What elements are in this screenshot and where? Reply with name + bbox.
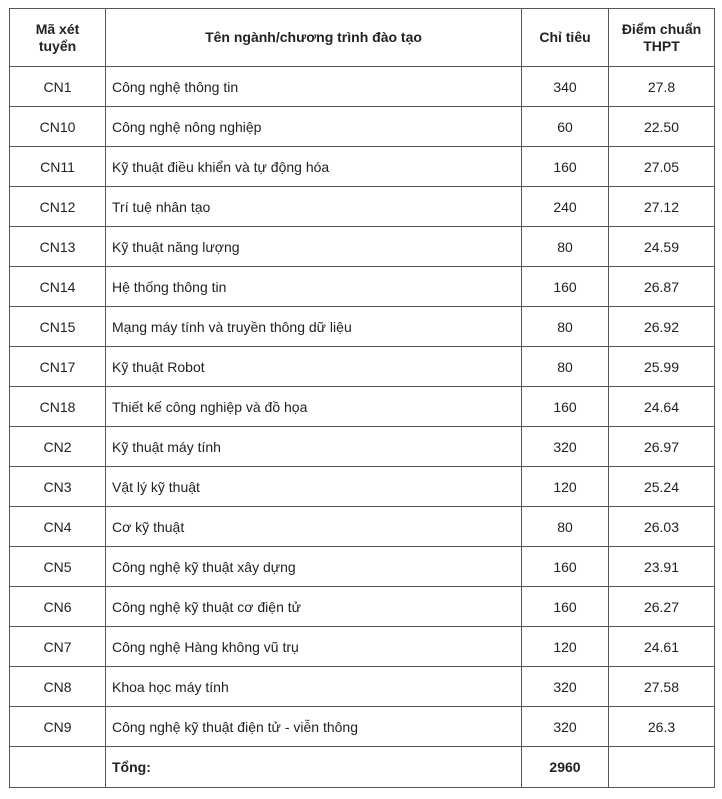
program-score: 27.58: [609, 667, 715, 707]
program-name: Trí tuệ nhân tạo: [106, 187, 522, 227]
program-quota: 160: [522, 547, 609, 587]
program-code: CN13: [10, 227, 106, 267]
program-name: Thiết kế công nghiệp và đồ họa: [106, 387, 522, 427]
total-label: Tổng:: [106, 747, 522, 788]
program-score: 27.12: [609, 187, 715, 227]
table-footer: [10, 747, 715, 788]
program-score: 24.64: [609, 387, 715, 427]
program-score: 25.99: [609, 347, 715, 387]
table-row: [10, 507, 715, 547]
program-name: Công nghệ thông tin: [106, 67, 522, 107]
program-score: 26.92: [609, 307, 715, 347]
table-header: [10, 9, 715, 67]
program-score: 26.03: [609, 507, 715, 547]
program-code: CN6: [10, 587, 106, 627]
program-quota: 80: [522, 507, 609, 547]
table-row: [10, 427, 715, 467]
header-score: Điểm chuẩn THPT: [609, 9, 715, 67]
table-row: [10, 267, 715, 307]
table-body: [10, 67, 715, 747]
admission-scores-table: [9, 8, 715, 788]
program-quota: 80: [522, 347, 609, 387]
program-score: 25.24: [609, 467, 715, 507]
program-code: CN12: [10, 187, 106, 227]
program-code: CN9: [10, 707, 106, 747]
table-row: [10, 387, 715, 427]
table-row: [10, 667, 715, 707]
table-row: [10, 187, 715, 227]
program-name: Mạng máy tính và truyền thông dữ liệu: [106, 307, 522, 347]
program-code: CN4: [10, 507, 106, 547]
program-quota: 80: [522, 307, 609, 347]
program-score: 23.91: [609, 547, 715, 587]
program-score: 27.05: [609, 147, 715, 187]
program-score: 26.97: [609, 427, 715, 467]
header-row: [10, 9, 715, 67]
program-code: CN15: [10, 307, 106, 347]
program-score: 26.3: [609, 707, 715, 747]
program-score: 26.87: [609, 267, 715, 307]
total-row: [10, 747, 715, 788]
program-quota: 160: [522, 267, 609, 307]
program-quota: 160: [522, 387, 609, 427]
header-name: Tên ngành/chương trình đào tạo: [106, 9, 522, 67]
total-score-empty-cell: [609, 747, 715, 788]
program-quota: 80: [522, 227, 609, 267]
table-row: [10, 467, 715, 507]
program-name: Khoa học máy tính: [106, 667, 522, 707]
program-name: Kỹ thuật năng lượng: [106, 227, 522, 267]
total-quota: 2960: [522, 747, 609, 788]
table-row: [10, 547, 715, 587]
program-name: Công nghệ kỹ thuật cơ điện tử: [106, 587, 522, 627]
program-code: CN14: [10, 267, 106, 307]
program-quota: 120: [522, 627, 609, 667]
program-code: CN3: [10, 467, 106, 507]
program-quota: 60: [522, 107, 609, 147]
program-name: Công nghệ kỹ thuật xây dựng: [106, 547, 522, 587]
table-row: [10, 627, 715, 667]
program-name: Cơ kỹ thuật: [106, 507, 522, 547]
program-score: 27.8: [609, 67, 715, 107]
program-name: Vật lý kỹ thuật: [106, 467, 522, 507]
program-code: CN1: [10, 67, 106, 107]
program-name: Hệ thống thông tin: [106, 267, 522, 307]
program-quota: 320: [522, 427, 609, 467]
program-name: Kỹ thuật Robot: [106, 347, 522, 387]
program-code: CN5: [10, 547, 106, 587]
program-name: Kỹ thuật máy tính: [106, 427, 522, 467]
program-score: 26.27: [609, 587, 715, 627]
program-code: CN7: [10, 627, 106, 667]
program-code: CN8: [10, 667, 106, 707]
table-row: [10, 307, 715, 347]
table-row: [10, 147, 715, 187]
table-row: [10, 67, 715, 107]
program-name: Kỹ thuật điều khiển và tự động hóa: [106, 147, 522, 187]
program-quota: 320: [522, 707, 609, 747]
program-name: Công nghệ nông nghiệp: [106, 107, 522, 147]
program-code: CN2: [10, 427, 106, 467]
table-row: [10, 707, 715, 747]
program-score: 24.61: [609, 627, 715, 667]
program-quota: 120: [522, 467, 609, 507]
program-quota: 240: [522, 187, 609, 227]
table-row: [10, 227, 715, 267]
program-quota: 160: [522, 587, 609, 627]
table-row: [10, 587, 715, 627]
program-name: Công nghệ kỹ thuật điện tử - viễn thông: [106, 707, 522, 747]
program-quota: 160: [522, 147, 609, 187]
header-code: Mã xét tuyển: [10, 9, 106, 67]
program-code: CN17: [10, 347, 106, 387]
program-quota: 340: [522, 67, 609, 107]
program-score: 24.59: [609, 227, 715, 267]
program-code: CN11: [10, 147, 106, 187]
program-quota: 320: [522, 667, 609, 707]
table-row: [10, 347, 715, 387]
program-code: CN10: [10, 107, 106, 147]
table-row: [10, 107, 715, 147]
program-name: Công nghệ Hàng không vũ trụ: [106, 627, 522, 667]
program-code: CN18: [10, 387, 106, 427]
header-quota: Chỉ tiêu: [522, 9, 609, 67]
total-empty-cell: [10, 747, 106, 788]
program-score: 22.50: [609, 107, 715, 147]
